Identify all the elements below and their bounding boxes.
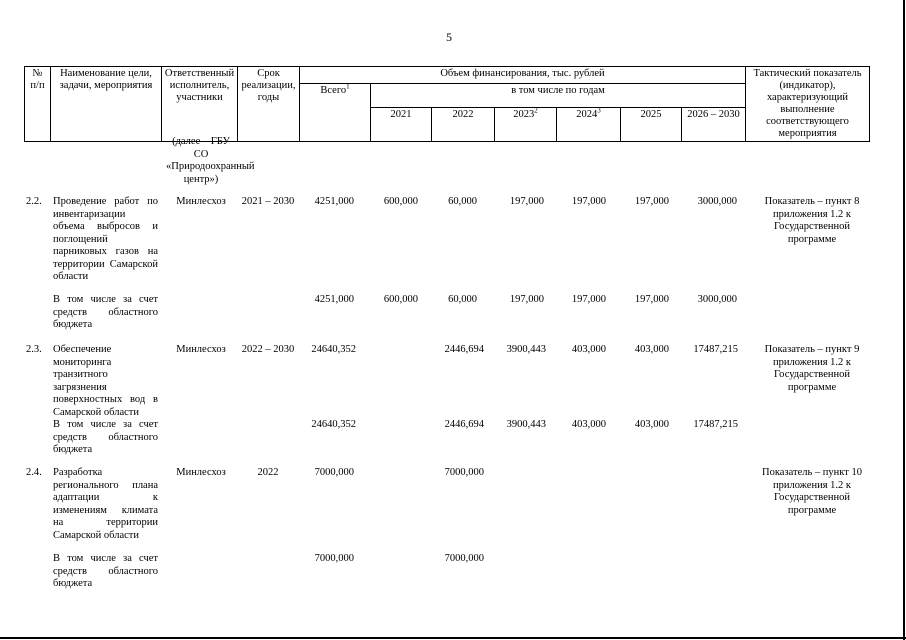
row-2-3-sub-total: 24640,352 — [311, 419, 356, 430]
header-by-years: в том числе по годам — [371, 84, 746, 108]
row-2-2-sub-2023: 197,000 — [509, 294, 544, 305]
row-2-3-2023: 3900,443 — [506, 344, 546, 355]
row-2-3-sub-2022: 2446,694 — [444, 419, 484, 430]
row-2-2-term: 2021 – 2030 — [241, 196, 295, 207]
row-2-4-sub-2022: 7000,000 — [444, 553, 484, 564]
row-2-2-2023: 197,000 — [509, 196, 544, 207]
row-2-3-resp: Минлесхоз — [176, 344, 226, 355]
row-2-2-num: 2.2. — [26, 196, 42, 207]
row-2-3-sub-2023: 3900,443 — [506, 419, 546, 430]
header-2026-2030: 2026 – 2030 — [682, 108, 746, 142]
row-2-2-indicator: Показатель – пункт 8 приложения 1.2 к Государственной программе — [764, 196, 860, 245]
row-2-2-sub-2025: 197,000 — [634, 294, 669, 305]
row-2-4-sub-total: 7000,000 — [314, 553, 354, 564]
page-number: 5 — [446, 30, 452, 44]
header-funding: Объем финансирования, тыс. рублей — [300, 67, 746, 84]
row-2-3-2025: 403,000 — [634, 344, 669, 355]
row-2-3-indicator: Показатель – пункт 9 приложения 1.2 к Государственной программе — [764, 344, 860, 393]
header-2021: 2021 — [371, 108, 432, 142]
row-2-2-sub-2022: 60,000 — [448, 294, 477, 305]
row-2-3-sub-2026: 17487,215 — [693, 419, 738, 430]
row-2-3-total: 24640,352 — [311, 344, 356, 355]
header-2023: 2023$^2$ — [495, 108, 557, 142]
header-indicator: Тактический показатель (индикатор), характеризующий выполнение соответствующего мероприятия — [746, 67, 870, 142]
row-2-3-name: Обеспечение мониторинга транзитного загрязнения поверхностных вод в Самарской области — [53, 344, 158, 418]
row-2-2-2026: 3000,000 — [697, 196, 737, 207]
row-2-2-2024: 197,000 — [571, 196, 606, 207]
row-2-4-2022: 7000,000 — [444, 467, 484, 478]
row-2-4-indicator: Показатель – пункт 10 приложения 1.2 к Государственной программе — [762, 467, 862, 516]
row-2-2-total: 4251,000 — [314, 196, 354, 207]
row-2-2-sub-label: В том числе за счет средств областного бюджета — [53, 294, 158, 330]
scan-edge-right — [903, 0, 905, 640]
row-2-4-name: Разработка регионального плана адаптации к изменениям климата на территории Самарской области — [53, 467, 158, 541]
row-2-2-sub-total: 4251,000 — [314, 294, 354, 305]
row-2-3-sub-2024: 403,000 — [571, 419, 606, 430]
row-2-4-term: 2022 — [257, 467, 279, 478]
scan-edge-bottom — [0, 637, 906, 639]
header-term: Срок реализации, годы — [238, 67, 300, 142]
row-2-2-sub-2021: 600,000 — [383, 294, 418, 305]
row-2-4-resp: Минлесхоз — [176, 467, 226, 478]
header-num: № п/п — [25, 67, 51, 142]
row-2-4-sub-label: В том числе за счет средств областного бюджета — [53, 553, 158, 589]
header-2025: 2025 — [621, 108, 682, 142]
row-2-3-sub-label: В том числе за счет средств областного бюджета — [53, 419, 158, 455]
row-2-3-sub-2025: 403,000 — [634, 419, 669, 430]
row-2-3-term: 2022 – 2030 — [241, 344, 295, 355]
row-2-2-2022: 60,000 — [448, 196, 477, 207]
row-2-2-resp: Минлесхоз — [176, 196, 226, 207]
row-2-2-2021: 600,000 — [383, 196, 418, 207]
header-resp: Ответственный исполнитель, участники — [162, 67, 238, 142]
continuation-resp: (далее – ГБУ СО «Природоохранный центр») — [166, 136, 255, 185]
header-2022: 2022 — [432, 108, 495, 142]
row-2-2-sub-2026: 3000,000 — [697, 294, 737, 305]
row-2-2-name: Проведение работ по инвентаризации объема выбросов и поглощений парниковых газов на территории Самарской области — [53, 196, 158, 282]
row-2-3-num: 2.3. — [26, 344, 42, 355]
header-total: Всего$^1$ — [300, 84, 371, 142]
row-2-2-2025: 197,000 — [634, 196, 669, 207]
row-2-2-sub-2024: 197,000 — [571, 294, 606, 305]
row-2-4-total: 7000,000 — [314, 467, 354, 478]
row-2-3-2026: 17487,215 — [693, 344, 738, 355]
row-2-4-num: 2.4. — [26, 467, 42, 478]
header-name: Наименование цели, задачи, мероприятия — [51, 67, 162, 142]
row-2-3-2024: 403,000 — [571, 344, 606, 355]
header-2024: 2024$^3$ — [557, 108, 621, 142]
table-header — [24, 66, 870, 142]
row-2-3-2022: 2446,694 — [444, 344, 484, 355]
